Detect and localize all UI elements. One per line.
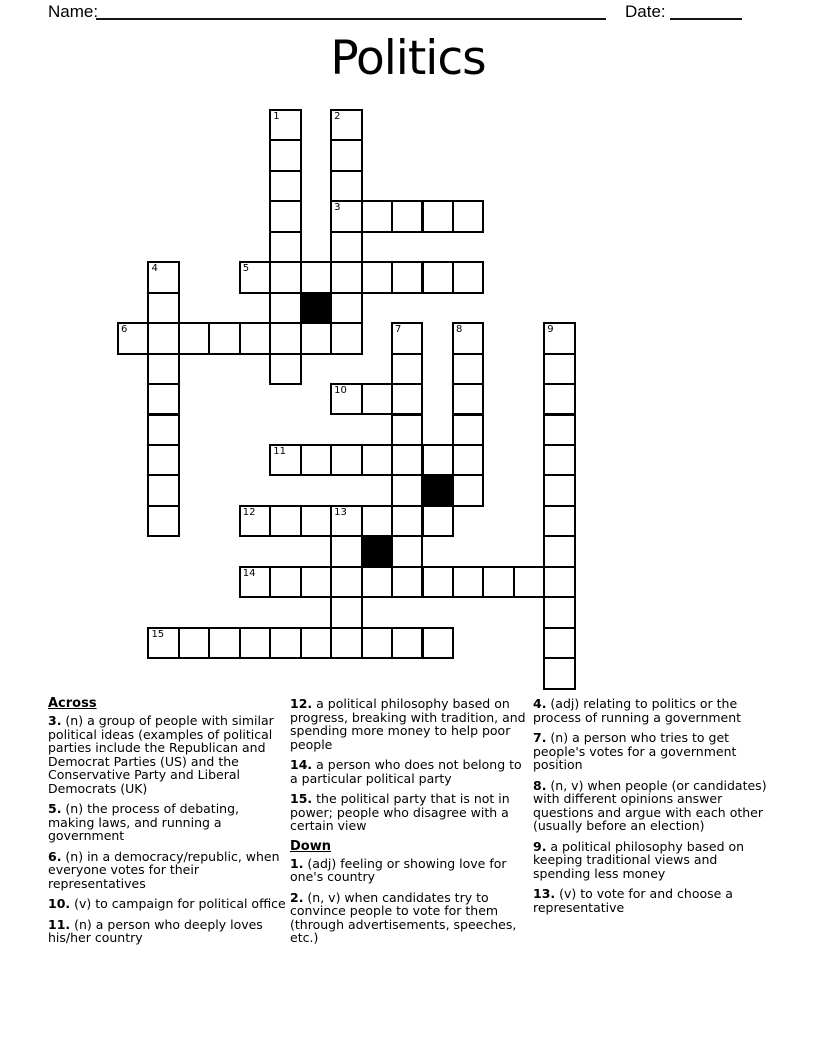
grid-cell[interactable] xyxy=(422,505,454,537)
grid-cell[interactable] xyxy=(300,444,332,476)
grid-cell[interactable] xyxy=(543,383,575,415)
grid-cell[interactable] xyxy=(147,414,179,446)
cell-number: 10 xyxy=(334,385,347,397)
grid-cell[interactable] xyxy=(239,322,271,354)
clue-7: 7. (n) a person who tries to get people's votes for a government position xyxy=(533,730,737,772)
black-cell xyxy=(422,474,454,506)
grid-cell[interactable] xyxy=(330,292,362,324)
grid-cell[interactable] xyxy=(422,627,454,659)
clue-number: 7. xyxy=(533,730,547,745)
cell-number: 8 xyxy=(455,324,463,336)
clue-number: 11. xyxy=(48,916,71,932)
grid-cell[interactable] xyxy=(482,566,514,598)
grid-cell[interactable] xyxy=(300,261,332,293)
clue-number: 14. xyxy=(290,757,313,772)
clue-number: 10. xyxy=(48,896,71,912)
grid-cell[interactable] xyxy=(543,505,575,537)
grid-cell[interactable] xyxy=(269,231,301,263)
grid-cell[interactable] xyxy=(543,474,575,506)
grid-cell[interactable] xyxy=(391,353,423,385)
grid-cell[interactable] xyxy=(178,322,210,354)
grid-cell[interactable] xyxy=(239,505,271,537)
clue-column-right xyxy=(533,697,771,921)
grid-cell[interactable] xyxy=(543,444,575,476)
clue-9: 9. a political philosophy based on keeping traditional views and spending less money xyxy=(533,838,745,881)
grid-cell[interactable] xyxy=(269,353,301,385)
grid-cell[interactable] xyxy=(361,505,393,537)
grid-cell[interactable] xyxy=(330,139,362,171)
grid-cell[interactable] xyxy=(391,505,423,537)
grid-cell[interactable] xyxy=(330,627,362,659)
grid-cell[interactable] xyxy=(391,535,423,567)
grid-cell[interactable] xyxy=(147,474,179,506)
clue-number: 5. xyxy=(48,801,62,817)
grid-cell[interactable] xyxy=(391,627,423,659)
clue-14: 14. a person who does not belong to a particular political party xyxy=(290,757,522,786)
clue-4: 4. (adj) relating to politics or the process of running a government xyxy=(533,696,742,725)
cell-number: 2 xyxy=(334,111,341,122)
clue-column-middle xyxy=(290,697,528,952)
grid-cell[interactable] xyxy=(330,322,362,354)
grid-cell[interactable] xyxy=(269,292,301,324)
grid-cell[interactable] xyxy=(269,109,301,141)
name-label: Name: xyxy=(48,2,99,21)
clue-number: 8. xyxy=(533,777,547,793)
grid-cell[interactable] xyxy=(147,627,179,659)
grid-cell[interactable] xyxy=(269,566,301,598)
grid-cell[interactable] xyxy=(543,535,575,567)
cell-number: 9 xyxy=(547,324,554,336)
grid-cell[interactable] xyxy=(147,353,179,385)
clue-number: 4. xyxy=(533,696,547,711)
grid-cell[interactable] xyxy=(543,627,575,659)
grid-cell[interactable] xyxy=(391,566,423,598)
grid-cell[interactable] xyxy=(239,566,271,598)
grid-cell[interactable] xyxy=(513,566,545,598)
grid-cell[interactable] xyxy=(452,261,484,293)
cell-number: 13 xyxy=(334,506,347,518)
grid-cell[interactable] xyxy=(391,200,423,232)
cell-number: 6 xyxy=(121,324,128,336)
clue-1: 1. (adj) feeling or showing love for one's country xyxy=(290,855,507,885)
grid-cell[interactable] xyxy=(147,292,179,324)
cell-number: 1 xyxy=(273,111,280,122)
grid-cell[interactable] xyxy=(330,535,362,567)
clue-13: 13. (v) to vote for and choose a representative xyxy=(533,886,733,915)
grid-cell[interactable] xyxy=(391,383,423,415)
grid-cell[interactable] xyxy=(147,261,179,293)
grid-cell[interactable] xyxy=(269,322,301,354)
grid-cell[interactable] xyxy=(452,353,484,385)
clue-number: 13. xyxy=(533,886,556,901)
grid-cell[interactable] xyxy=(391,444,423,476)
grid-cell[interactable] xyxy=(300,566,332,598)
clue-10: 10. (v) to campaign for political office xyxy=(48,896,286,912)
grid-cell[interactable] xyxy=(391,322,423,354)
grid-cell[interactable] xyxy=(330,505,362,537)
grid-cell[interactable] xyxy=(269,170,301,202)
grid-cell[interactable] xyxy=(452,383,484,415)
grid-cell[interactable] xyxy=(361,383,393,415)
grid-cell[interactable] xyxy=(239,261,271,293)
clue-number: 6. xyxy=(48,848,62,864)
grid-cell[interactable] xyxy=(269,444,301,476)
grid-cell[interactable] xyxy=(391,261,423,293)
cell-number: 14 xyxy=(242,567,256,579)
clue-number: 1. xyxy=(290,855,304,871)
grid-cell[interactable] xyxy=(543,657,575,689)
grid-cell[interactable] xyxy=(330,231,362,263)
grid-cell[interactable] xyxy=(269,139,301,171)
cell-number: 3 xyxy=(334,202,341,214)
grid-cell[interactable] xyxy=(361,200,393,232)
cell-number: 11 xyxy=(273,445,286,457)
clue-2: 2. (n, v) when candidates try to convince people to vote for them (through advertisements, speeches, etc.) xyxy=(290,889,517,946)
clue-5: 5. (n) the process of debating, making laws, and running a government xyxy=(48,801,240,844)
grid-cell[interactable] xyxy=(147,322,179,354)
grid-cell[interactable] xyxy=(330,444,362,476)
grid-cell[interactable] xyxy=(452,566,484,598)
down-heading: Down xyxy=(290,838,331,854)
grid-cell[interactable] xyxy=(543,353,575,385)
grid-cell[interactable] xyxy=(300,627,332,659)
name-blank-line[interactable] xyxy=(96,1,606,20)
date-blank-line[interactable] xyxy=(670,1,742,20)
grid-cell[interactable] xyxy=(452,322,484,354)
grid-cell[interactable] xyxy=(391,414,423,446)
puzzle-title: Politics xyxy=(330,31,486,86)
cell-number: 12 xyxy=(242,506,256,518)
black-cell xyxy=(361,535,393,567)
grid-cell[interactable] xyxy=(300,322,332,354)
grid-cell[interactable] xyxy=(330,383,362,415)
grid-cell[interactable] xyxy=(361,627,393,659)
grid-cell[interactable] xyxy=(269,200,301,232)
grid-cell[interactable] xyxy=(269,261,301,293)
grid-cell[interactable] xyxy=(330,170,362,202)
grid-cell[interactable] xyxy=(208,322,240,354)
cell-number: 5 xyxy=(242,263,250,275)
grid-cell[interactable] xyxy=(117,322,149,354)
grid-cell[interactable] xyxy=(452,414,484,446)
clue-3: 3. (n) a group of people with similar political ideas (examples of political parties include the Republican and Democrat Parties (US) and the Conservative Party and Liberal Democrats (UK) xyxy=(48,713,274,796)
grid-cell[interactable] xyxy=(422,261,454,293)
grid-cell[interactable] xyxy=(422,200,454,232)
grid-cell[interactable] xyxy=(391,474,423,506)
black-cell xyxy=(300,292,332,324)
cell-number: 4 xyxy=(151,263,158,275)
grid-cell[interactable] xyxy=(269,505,301,537)
clue-number: 12. xyxy=(290,696,313,711)
grid-cell[interactable] xyxy=(452,474,484,506)
clue-number: 2. xyxy=(290,889,304,905)
grid-cell[interactable] xyxy=(543,596,575,628)
grid-cell[interactable] xyxy=(543,414,575,446)
clue-11: 11. (n) a person who deeply loves his/her country xyxy=(48,916,263,946)
date-label: Date: xyxy=(625,2,666,21)
clue-12: 12. a political philosophy based on progress, breaking with tradition, and spending more money to help poor people xyxy=(290,696,526,752)
grid-cell[interactable] xyxy=(147,383,179,415)
grid-cell[interactable] xyxy=(422,566,454,598)
across-heading: Across xyxy=(48,696,97,711)
clue-6: 6. (n) in a democracy/republic, when everyone votes for their representatives xyxy=(48,848,280,891)
grid-cell[interactable] xyxy=(239,627,271,659)
grid-cell[interactable] xyxy=(543,322,575,354)
grid-cell[interactable] xyxy=(452,444,484,476)
cell-number: 7 xyxy=(395,324,402,336)
grid-cell[interactable] xyxy=(330,200,362,232)
clue-8: 8. (n, v) when people (or candidates) with different opinions answer questions and argue with each other (usually before an election) xyxy=(533,777,767,833)
grid-cell[interactable] xyxy=(330,261,362,293)
grid-cell[interactable] xyxy=(269,627,301,659)
grid-cell[interactable] xyxy=(330,566,362,598)
grid-cell[interactable] xyxy=(330,109,362,141)
cell-number: 15 xyxy=(151,628,165,640)
clue-column-left xyxy=(48,697,286,952)
grid-cell[interactable] xyxy=(543,566,575,598)
grid-cell[interactable] xyxy=(361,566,393,598)
grid-cell[interactable] xyxy=(361,261,393,293)
grid-cell[interactable] xyxy=(300,505,332,537)
grid-cell[interactable] xyxy=(452,200,484,232)
clue-number: 3. xyxy=(48,713,62,729)
clue-number: 15. xyxy=(290,791,313,806)
grid-cell[interactable] xyxy=(330,596,362,628)
grid-cell[interactable] xyxy=(422,444,454,476)
clue-15: 15. the political party that is not in power; people who disagree with a certain view xyxy=(290,791,510,833)
grid-cell[interactable] xyxy=(147,444,179,476)
clue-number: 9. xyxy=(533,838,547,854)
grid-cell[interactable] xyxy=(178,627,210,659)
grid-cell[interactable] xyxy=(208,627,240,659)
grid-cell[interactable] xyxy=(361,444,393,476)
grid-cell[interactable] xyxy=(147,505,179,537)
